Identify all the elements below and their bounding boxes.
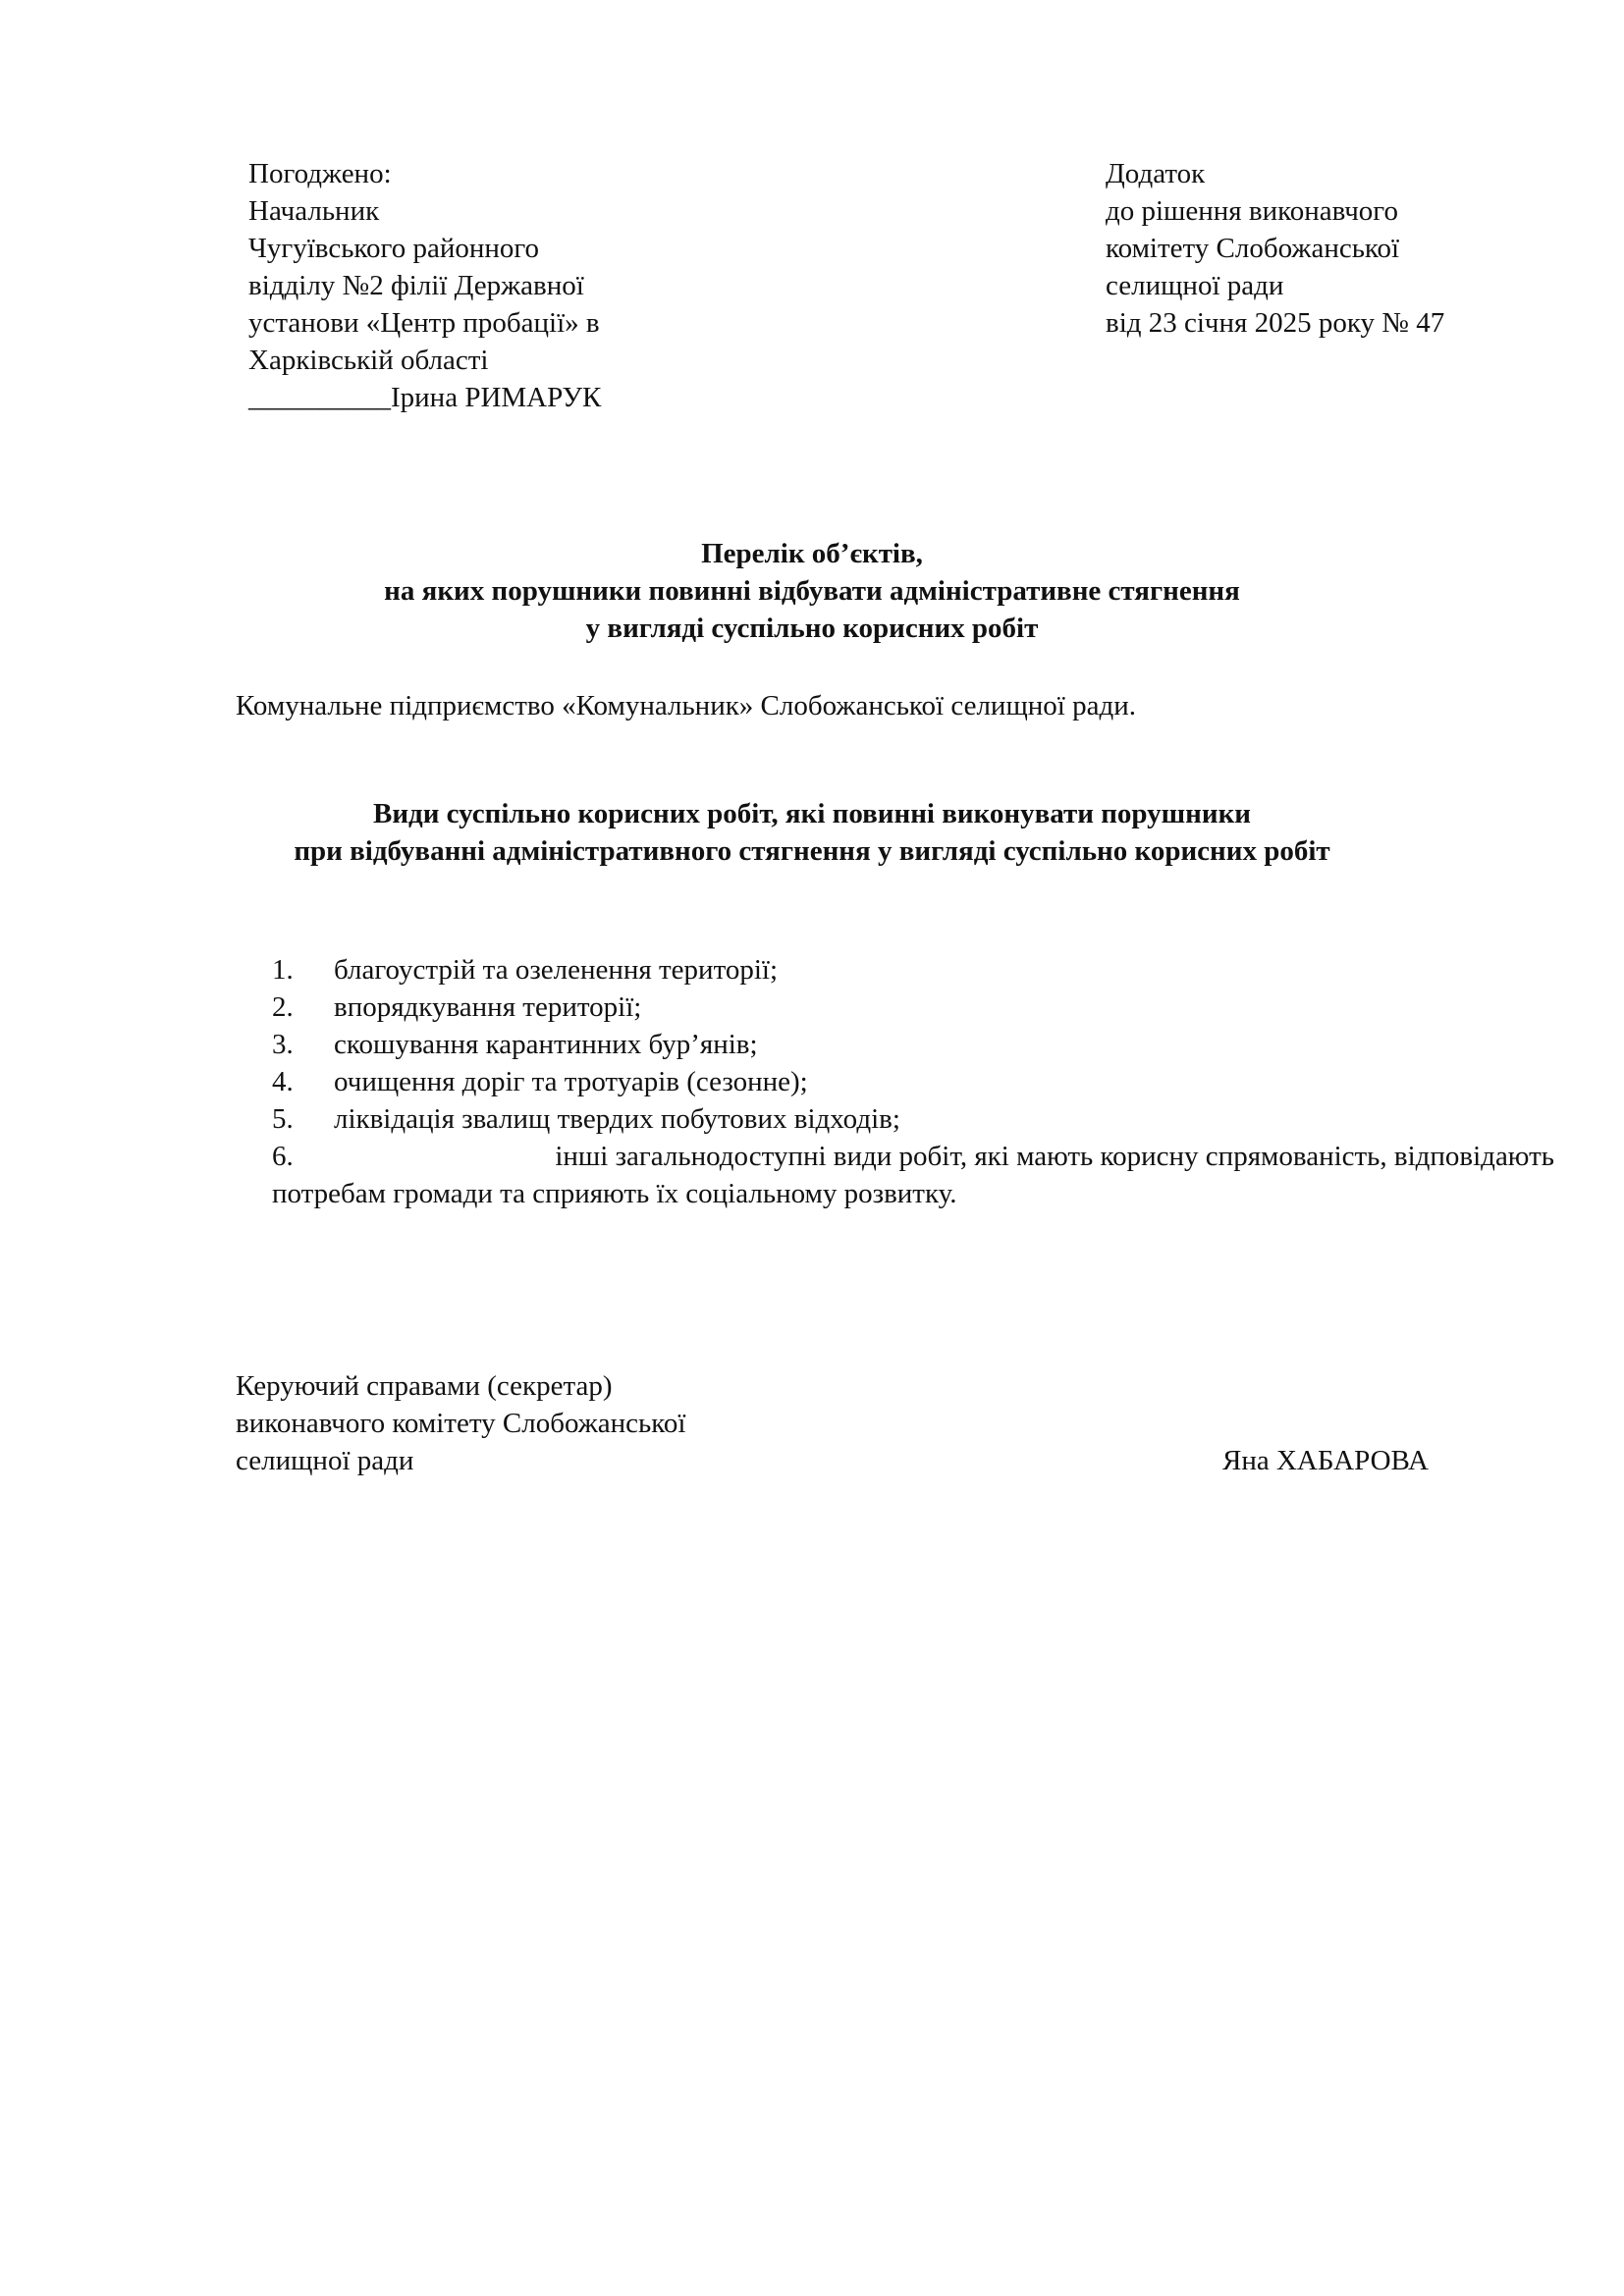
list-item-number: 2. xyxy=(272,991,294,1023)
list-item-text: скошування карантинних бур’янів; xyxy=(334,1029,758,1060)
objects-list-heading xyxy=(0,535,1624,647)
work-types-heading-line-1: Види суспільно корисних робіт, які повинні виконувати порушники xyxy=(372,798,1251,829)
signatory-name: Яна ХАБАРОВА xyxy=(1222,1445,1429,1476)
list-item-text: впорядкування території; xyxy=(334,991,642,1023)
approval-org-line-3: установи «Центр пробації» в xyxy=(248,307,600,339)
list-item-number: 1. xyxy=(272,954,294,986)
approval-position: Начальник xyxy=(248,195,380,227)
list-item-first-line xyxy=(272,1138,1554,1175)
approval-org-line-1: Чугуївського районного xyxy=(248,233,540,264)
appendix-line-2: комітету Слобожанської xyxy=(1106,233,1400,264)
appendix-block xyxy=(1106,155,1444,342)
list-item-text: очищення доріг та тротуарів (сезонне); xyxy=(334,1066,808,1097)
signatory-position-line-1: Керуючий справами (секретар) xyxy=(236,1370,613,1402)
heading-line-1: Перелік об’єктів, xyxy=(701,538,923,569)
list-item xyxy=(272,1100,1554,1138)
heading-line-2: на яких порушники повинні відбувати адміністративне стягнення xyxy=(384,575,1240,607)
list-item xyxy=(272,951,1554,988)
appendix-label: Додаток xyxy=(1106,158,1206,189)
heading-line-3: у вигляді суспільно корисних робіт xyxy=(585,613,1039,644)
list-item xyxy=(272,988,1554,1026)
list-item xyxy=(272,1026,1554,1063)
list-item-number: 4. xyxy=(272,1066,294,1097)
signatory-position-line-3: селищної ради xyxy=(236,1445,414,1476)
list-item xyxy=(272,1063,1554,1100)
list-item-continuation: потребам громади та сприяють їх соціальному розвитку. xyxy=(272,1178,957,1209)
appendix-line-3: селищної ради xyxy=(1106,270,1284,301)
approval-block xyxy=(248,155,601,416)
approval-org-line-2: відділу №2 філії Державної xyxy=(248,270,584,301)
list-item xyxy=(272,1138,1554,1212)
approval-org-line-4: Харківській області xyxy=(248,345,489,376)
list-item-number: 6. xyxy=(272,1141,294,1172)
list-item-text: благоустрій та озеленення території; xyxy=(334,954,779,986)
appendix-decision-date: від 23 січня 2025 року № 47 xyxy=(1106,307,1445,339)
enterprise-paragraph: Комунальне підприємство «Комунальник» Слобожанської селищної ради. xyxy=(236,690,1136,721)
approval-label: Погоджено: xyxy=(248,158,392,189)
list-item-number: 3. xyxy=(272,1029,294,1060)
work-types-heading-line-2: при відбуванні адміністративного стягнення у вигляді суспільно корисних робіт xyxy=(294,835,1330,867)
list-item-number: 5. xyxy=(272,1103,294,1135)
approval-signature-line: __________Ірина РИМАРУК xyxy=(248,382,602,413)
list-item-text: ліквідація звалищ твердих побутових відходів; xyxy=(334,1103,900,1135)
work-types-list xyxy=(272,951,1554,1212)
signature-block xyxy=(236,1367,685,1479)
appendix-line-1: до рішення виконавчого xyxy=(1106,195,1398,227)
list-item-text: інші загальнодоступні види робіт, які мають корисну спрямованість, відповідають xyxy=(555,1141,1554,1172)
work-types-heading xyxy=(0,795,1624,870)
signatory-position-line-2: виконавчого комітету Слобожанської xyxy=(236,1408,686,1439)
